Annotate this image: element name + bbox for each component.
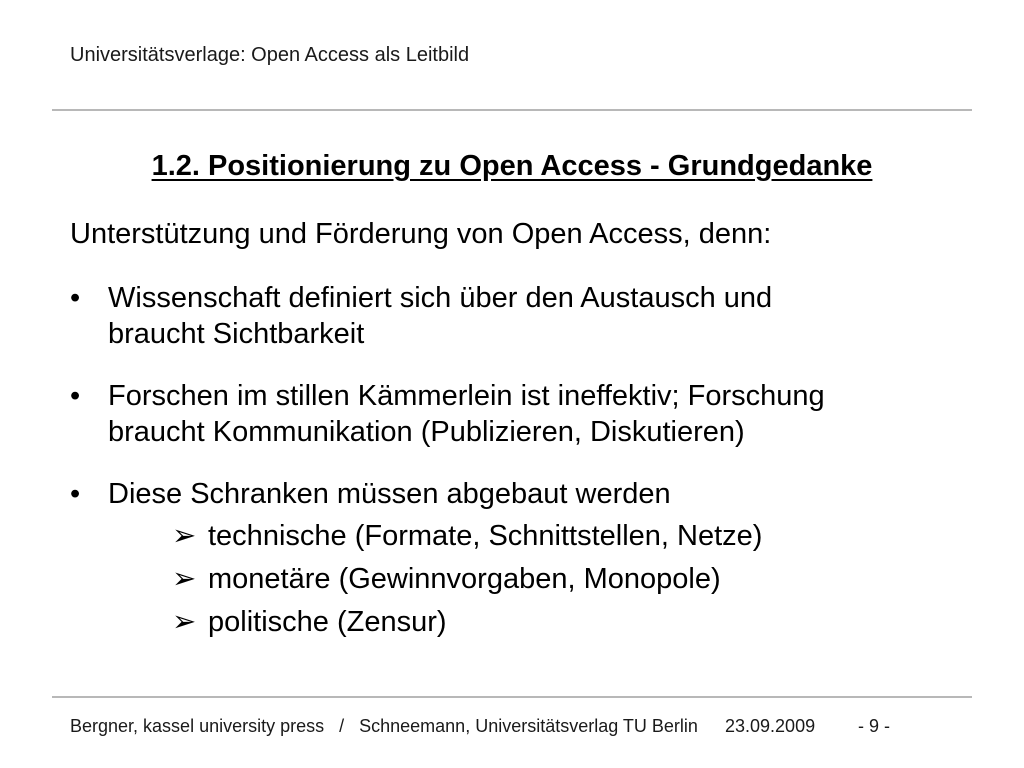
arrow-icon: ➢ (172, 520, 197, 552)
sub-item-text: monetäre (Gewinnvorgaben, Monopole) (208, 563, 721, 595)
sub-item (172, 561, 721, 597)
bullet-text (108, 280, 988, 352)
bottom-divider (52, 696, 972, 698)
sub-item (172, 604, 447, 640)
arrow-icon: ➢ (172, 606, 197, 638)
sub-item (172, 518, 762, 554)
bullet-line: braucht Kommunikation (Publizieren, Diskutieren) (108, 416, 745, 448)
header-title: Universitätsverlage: Open Access als Leitbild (70, 44, 470, 66)
arrow-icon: ➢ (172, 563, 197, 595)
bullet-line: Wissenschaft definiert sich über den Austausch und (108, 282, 773, 314)
slide-heading: 1.2. Positionierung zu Open Access - Grundgedanke (151, 150, 873, 182)
bullet-line: braucht Sichtbarkeit (108, 318, 365, 350)
bullet-marker: • (70, 478, 81, 510)
page-number: - 9 - (858, 716, 891, 736)
bullet-line: Diese Schranken müssen abgebaut werden (108, 478, 671, 510)
bullet-text (108, 476, 988, 512)
footer-date: 23.09.2009 (725, 716, 816, 736)
top-divider (52, 109, 972, 111)
bullet-marker: • (70, 282, 81, 314)
sub-item-text: technische (Formate, Schnittstellen, Netze) (208, 520, 763, 552)
bullet-marker: • (70, 380, 81, 412)
footer-authors: Bergner, kassel university press / Schneemann, Universitätsverlag TU Berlin (70, 716, 698, 736)
sub-item-text: politische (Zensur) (208, 606, 447, 638)
bullet-text (108, 378, 988, 450)
bullet-line: Forschen im stillen Kämmerlein ist ineffektiv; Forschung (108, 380, 825, 412)
intro-text: Unterstützung und Förderung von Open Access, denn: (70, 218, 772, 250)
